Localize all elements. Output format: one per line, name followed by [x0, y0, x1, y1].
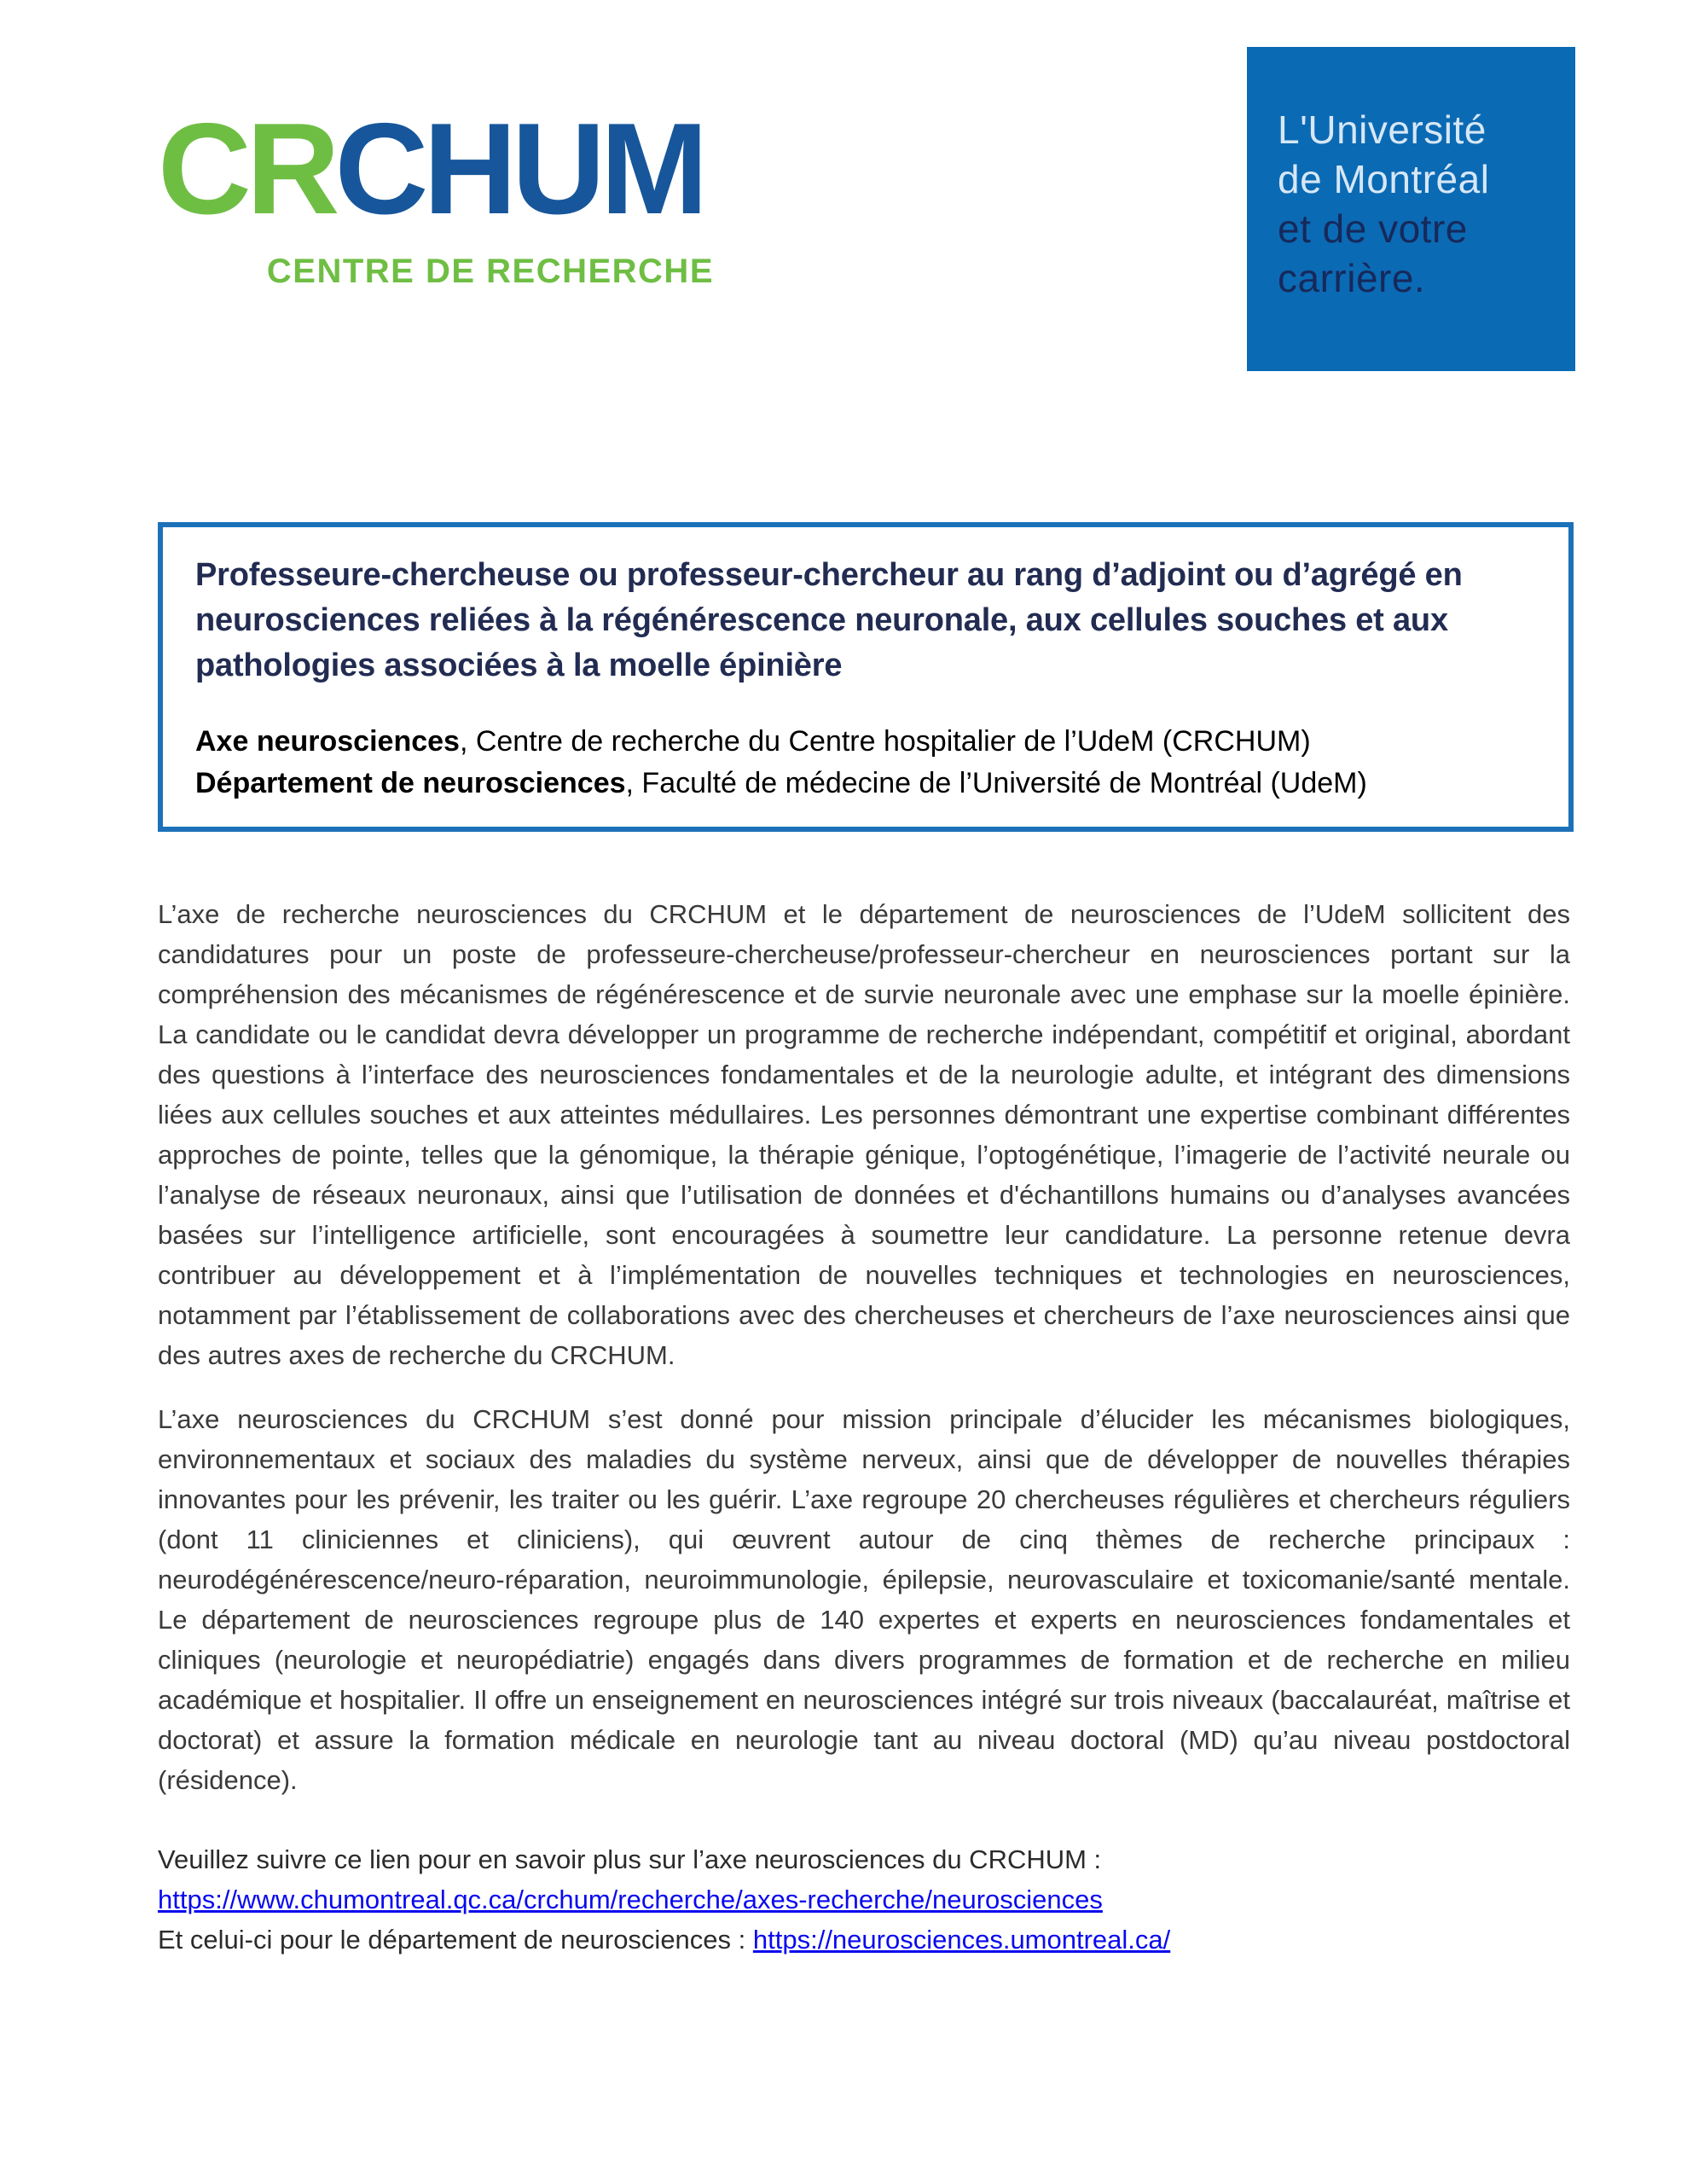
affiliation-org-axe: Axe neurosciences: [195, 725, 460, 758]
badge-line-1: L'Université: [1278, 107, 1487, 152]
affiliations: [195, 721, 1536, 804]
crchum-logo-wordmark: [158, 96, 714, 241]
affiliation-org-departement: Département de neurosciences: [195, 767, 626, 799]
udem-badge: [1247, 47, 1575, 371]
affiliation-detail-axe: , Centre de recherche du Centre hospitalier de l’UdeM (CRCHUM): [459, 725, 1311, 758]
logo-tagline: CENTRE DE RECHERCHE: [266, 253, 714, 290]
body-paragraph-2: L’axe neurosciences du CRCHUM s’est donné pour mission principale d’élucider les mécanismes biologiques, environnementaux et sociaux des maladies du système nerveux, ainsi que de développer de nouvelles thérapies innovantes pour les prévenir, les traiter ou les guérir. L’axe regroupe 20 chercheuses régulières et chercheurs réguliers (dont 11 cliniciennes et cliniciens), qui œuvrent autour de cinq thèmes de recherche principaux : neurodégénérescence/neuro-réparation, neuroimmunologie, épilepsie, neurovasculaire et toxicomanie/santé mentale. Le département de neurosciences regroupe plus de 140 expertes et experts en neurosciences fondamentales et cliniques (neurologie et neuropédiatrie) engagés dans divers programmes de formation et de recherche en milieu académique et hospitalier. Il offre un enseignement en neurosciences intégré sur trois niveaux (baccalauréat, maîtrise et doctorat) et assure la formation médicale en neurologie tant au niveau doctoral (MD) qu’au niveau postdoctoral (résidence).: [158, 1404, 1570, 1795]
departement-link-line: [158, 1920, 1570, 1960]
logo-chum-part: CHUM: [334, 96, 704, 241]
body-content: [158, 894, 1570, 1960]
links-intro-line: Veuillez suivre ce lien pour en savoir plus sur l’axe neurosciences du CRCHUM :: [158, 1844, 1102, 1874]
affiliation-line-axe: [195, 721, 1536, 763]
affiliation-detail-departement: , Faculté de médecine de l’Université de Montréal (UdeM): [625, 767, 1367, 799]
job-title-box: [158, 522, 1574, 832]
axe-link-line: [158, 1879, 1570, 1920]
links-section: [158, 1839, 1570, 1960]
crchum-logo: [158, 96, 714, 291]
body-paragraph-1: L’axe de recherche neurosciences du CRCHUM et le département de neurosciences de l’UdeM sollicitent des candidatures pour un poste de professeure-chercheuse/professeur-chercheur en neurosciences portant sur la compréhension des mécanismes de régénérescence et de survie neuronale avec une emphase sur la moelle épinière. La candidate ou le candidat devra développer un programme de recherche indépendant, compétitif et original, abordant des questions à l’interface des neurosciences fondamentales et de la neurologie adulte, et intégrant des dimensions liées aux cellules souches et aux atteintes médullaires. Les personnes démontrant une expertise combinant différentes approches de pointe, telles que la génomique, la thérapie génique, l’optogénétique, l’imagerie de l’activité neurale ou l’analyse de réseaux neuronaux, ainsi que l’utilisation de données et d'échantillons humains ou d’analyses avancées basées sur l’intelligence artificielle, sont encouragées à soumettre leur candidature. La personne retenue devra contribuer au développement et à l’implémentation de nouvelles techniques et technologies en neurosciences, notamment par l’établissement de collaborations avec des chercheuses et chercheurs de l’axe neurosciences ainsi que des autres axes de recherche du CRCHUM.: [158, 899, 1570, 1370]
badge-line-4: carrière.: [1278, 256, 1426, 300]
badge-line-3: et de votre: [1278, 206, 1468, 251]
affiliation-line-departement: [195, 763, 1536, 804]
badge-line-2: de Montréal: [1278, 157, 1490, 201]
departement-link-prefix: Et celui-ci pour le département de neurosciences :: [158, 1925, 753, 1955]
job-title: Professeure-chercheuse ou professeur-chercheur au rang d’adjoint ou d’agrégé en neurosciences reliées à la régénérescence neuronale, aux cellules souches et aux pathologies associées à la moelle épinière: [195, 557, 1463, 683]
axe-neurosciences-link[interactable]: https://www.chumontreal.qc.ca/crchum/recherche/axes-recherche/neurosciences: [158, 1885, 1103, 1914]
departement-neurosciences-link[interactable]: https://neurosciences.umontreal.ca/: [752, 1925, 1171, 1955]
logo-cr-part: CR: [158, 96, 335, 241]
